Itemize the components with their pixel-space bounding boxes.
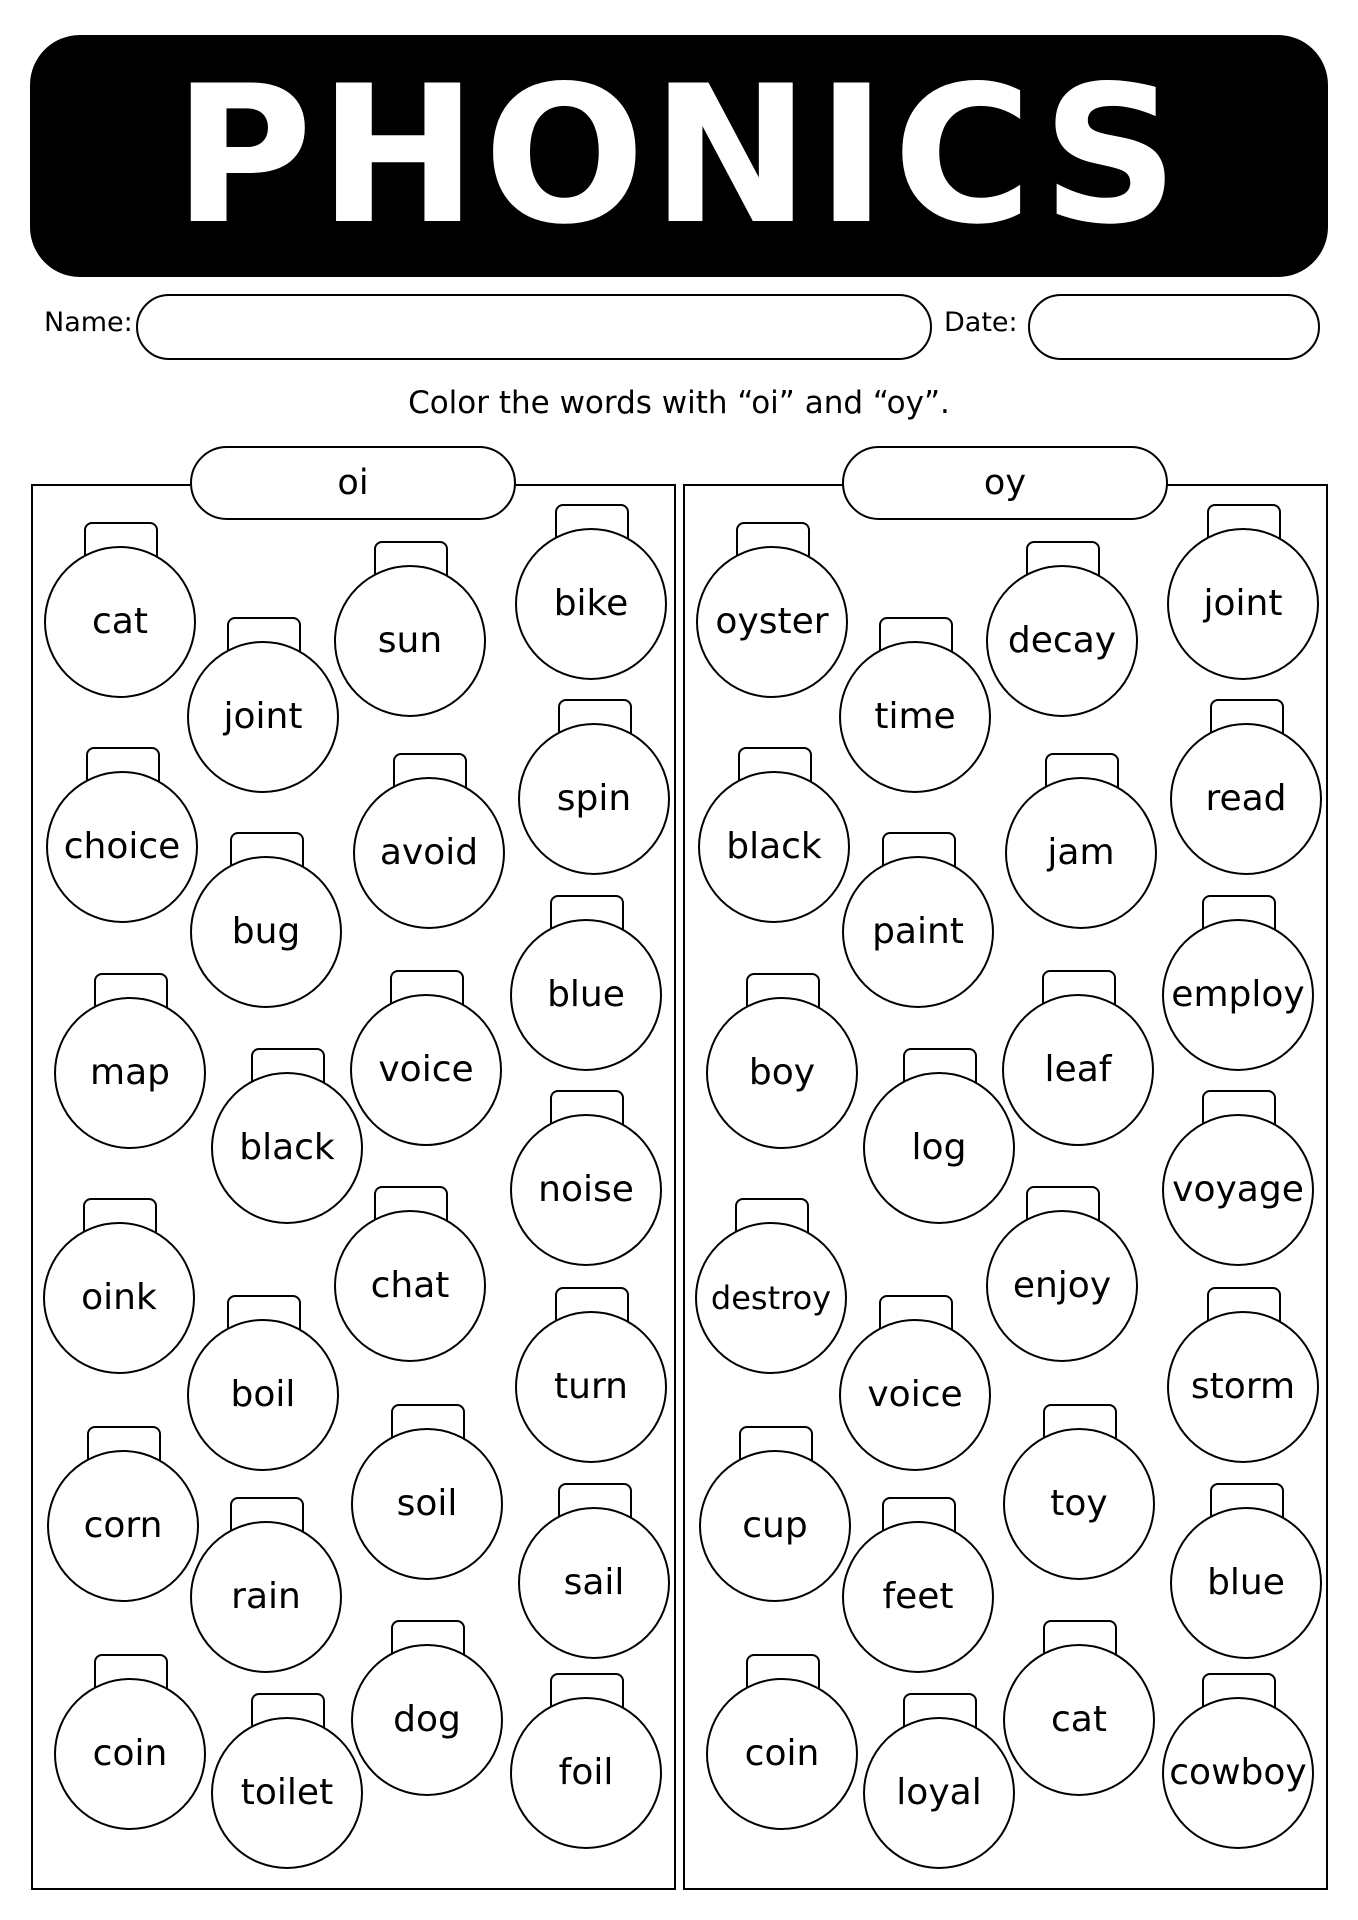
ornament-ball[interactable] xyxy=(211,1717,363,1869)
word-ornament[interactable] xyxy=(353,753,503,926)
word-label: blue xyxy=(1207,1562,1285,1603)
ornament-ball[interactable] xyxy=(1170,1507,1322,1659)
word-ornament[interactable] xyxy=(187,617,337,790)
word-label: paint xyxy=(872,911,964,952)
word-ornament[interactable] xyxy=(1170,699,1320,872)
word-ornament[interactable] xyxy=(54,1654,204,1827)
word-label: sun xyxy=(377,620,443,661)
word-label: joint xyxy=(223,696,303,737)
word-ornament[interactable] xyxy=(510,895,660,1068)
name-label: Name: xyxy=(44,307,133,338)
panel-oi-label: oi xyxy=(337,463,369,503)
ornament-ball[interactable] xyxy=(353,777,505,929)
ornament-ball[interactable] xyxy=(842,1521,994,1673)
ornament-ball[interactable] xyxy=(986,565,1138,717)
word-label: enjoy xyxy=(1012,1265,1112,1306)
word-ornament[interactable] xyxy=(190,1497,340,1670)
word-label: bike xyxy=(553,583,629,624)
word-ornament[interactable] xyxy=(334,541,484,714)
ornament-ball[interactable] xyxy=(842,856,994,1008)
ornament-ball[interactable] xyxy=(46,771,198,923)
ornament-ball[interactable] xyxy=(515,528,667,680)
ornament-ball[interactable] xyxy=(510,1114,662,1266)
word-label: voice xyxy=(867,1374,963,1415)
word-ornament[interactable] xyxy=(842,832,992,1005)
word-label: destroy xyxy=(710,1279,832,1317)
ornament-ball[interactable] xyxy=(350,994,502,1146)
word-label: toilet xyxy=(240,1772,334,1813)
word-ornament[interactable] xyxy=(1162,1673,1312,1846)
ornament-ball[interactable] xyxy=(515,1311,667,1463)
word-ornament[interactable] xyxy=(699,1426,849,1599)
word-label: avoid xyxy=(379,832,479,873)
word-ornament[interactable] xyxy=(695,1198,845,1371)
ornament-ball[interactable] xyxy=(699,1450,851,1602)
word-ornament[interactable] xyxy=(839,617,989,790)
ornament-ball[interactable] xyxy=(334,1210,486,1362)
ornament-ball[interactable] xyxy=(190,856,342,1008)
word-label: toy xyxy=(1050,1483,1108,1524)
ornament-ball[interactable] xyxy=(1167,1311,1319,1463)
word-ornament[interactable] xyxy=(44,522,194,695)
word-label: cowboy xyxy=(1169,1752,1307,1793)
date-field[interactable] xyxy=(1028,294,1320,360)
page-title: PHONICS xyxy=(173,45,1185,266)
ornament-ball[interactable] xyxy=(1162,1114,1314,1266)
word-ornament[interactable] xyxy=(1003,1404,1153,1577)
word-ornament[interactable] xyxy=(510,1673,660,1846)
ornament-ball[interactable] xyxy=(187,641,339,793)
word-label: dog xyxy=(393,1699,461,1740)
word-label: black xyxy=(239,1127,335,1168)
word-label: oink xyxy=(81,1277,157,1318)
word-ornament[interactable] xyxy=(54,973,204,1146)
word-label: turn xyxy=(554,1366,628,1407)
ornament-ball[interactable] xyxy=(839,641,991,793)
panel-oy-label: oy xyxy=(983,463,1027,503)
word-label: coin xyxy=(92,1733,168,1774)
word-ornament[interactable] xyxy=(1162,895,1312,1068)
word-ornament[interactable] xyxy=(351,1404,501,1577)
word-label: jam xyxy=(1047,832,1115,873)
word-label: noise xyxy=(538,1169,634,1210)
panel-oi-tab xyxy=(190,446,516,520)
word-label: sail xyxy=(563,1562,625,1603)
word-label: blue xyxy=(547,974,625,1015)
word-label: map xyxy=(90,1052,170,1093)
word-ornament[interactable] xyxy=(839,1295,989,1468)
word-ornament[interactable] xyxy=(46,747,196,920)
word-label: foil xyxy=(558,1752,614,1793)
word-ornament[interactable] xyxy=(518,699,668,872)
word-label: cat xyxy=(1051,1699,1107,1740)
ornament-ball[interactable] xyxy=(1162,1697,1314,1849)
ornament-ball[interactable] xyxy=(518,1507,670,1659)
ornament-ball[interactable] xyxy=(510,1697,662,1849)
word-ornament[interactable] xyxy=(515,1287,665,1460)
word-label: cup xyxy=(742,1505,808,1546)
word-label: joint xyxy=(1203,583,1283,624)
ornament-ball[interactable] xyxy=(518,723,670,875)
word-label: feet xyxy=(882,1576,954,1617)
word-ornament[interactable] xyxy=(211,1693,361,1866)
word-label: oyster xyxy=(715,601,829,642)
ornament-ball[interactable] xyxy=(334,565,486,717)
word-label: cat xyxy=(92,601,148,642)
ornament-ball[interactable] xyxy=(54,997,206,1149)
word-ornament[interactable] xyxy=(986,1186,1136,1359)
ornament-ball[interactable] xyxy=(698,771,850,923)
ornament-ball[interactable] xyxy=(695,1222,847,1374)
word-label: bug xyxy=(231,911,301,952)
word-label: voyage xyxy=(1172,1169,1304,1210)
word-label: corn xyxy=(83,1505,163,1546)
word-ornament[interactable] xyxy=(43,1198,193,1371)
word-ornament[interactable] xyxy=(1170,1483,1320,1656)
word-label: storm xyxy=(1190,1366,1296,1407)
ornament-ball[interactable] xyxy=(1003,1644,1155,1796)
word-label: chat xyxy=(370,1265,450,1306)
ornament-ball[interactable] xyxy=(187,1319,339,1471)
ornament-ball[interactable] xyxy=(863,1717,1015,1869)
word-ornament[interactable] xyxy=(510,1090,660,1263)
word-label: employ xyxy=(1171,974,1305,1015)
word-label: rain xyxy=(231,1576,301,1617)
ornament-ball[interactable] xyxy=(706,997,858,1149)
word-ornament[interactable] xyxy=(1005,753,1155,926)
word-ornament[interactable] xyxy=(334,1186,484,1359)
word-label: black xyxy=(726,826,822,867)
word-label: decay xyxy=(1007,620,1117,661)
word-ornament[interactable] xyxy=(863,1693,1013,1866)
word-ornament[interactable] xyxy=(350,970,500,1143)
word-label: soil xyxy=(396,1483,458,1524)
name-field[interactable] xyxy=(136,294,932,360)
word-ornament[interactable] xyxy=(518,1483,668,1656)
word-ornament[interactable] xyxy=(842,1497,992,1670)
ornament-ball[interactable] xyxy=(351,1428,503,1580)
word-label: time xyxy=(874,696,956,737)
word-ornament[interactable] xyxy=(190,832,340,1005)
word-label: log xyxy=(911,1127,967,1168)
ornament-ball[interactable] xyxy=(510,919,662,1071)
ornament-ball[interactable] xyxy=(1002,994,1154,1146)
word-ornament[interactable] xyxy=(1162,1090,1312,1263)
ornament-ball[interactable] xyxy=(1005,777,1157,929)
word-ornament[interactable] xyxy=(698,747,848,920)
word-label: leaf xyxy=(1044,1049,1112,1090)
title-banner xyxy=(30,35,1328,277)
word-ornament[interactable] xyxy=(1167,1287,1317,1460)
ornament-ball[interactable] xyxy=(1167,528,1319,680)
ornament-ball[interactable] xyxy=(44,546,196,698)
ornament-ball[interactable] xyxy=(1170,723,1322,875)
word-label: spin xyxy=(556,778,632,819)
panel-oy-tab xyxy=(842,446,1168,520)
word-ornament[interactable] xyxy=(986,541,1136,714)
word-ornament[interactable] xyxy=(187,1295,337,1468)
instruction-text: Color the words with “oi” and “oy”. xyxy=(408,385,950,421)
word-ornament[interactable] xyxy=(1002,970,1152,1143)
word-ornament[interactable] xyxy=(706,1654,856,1827)
word-label: coin xyxy=(744,1733,820,1774)
ornament-ball[interactable] xyxy=(706,1678,858,1830)
date-label: Date: xyxy=(944,307,1018,338)
word-ornament[interactable] xyxy=(515,504,665,677)
word-label: loyal xyxy=(896,1772,982,1813)
ornament-ball[interactable] xyxy=(839,1319,991,1471)
word-ornament[interactable] xyxy=(696,522,846,695)
ornament-ball[interactable] xyxy=(986,1210,1138,1362)
word-ornament[interactable] xyxy=(47,1426,197,1599)
word-label: boy xyxy=(748,1052,816,1093)
word-ornament[interactable] xyxy=(706,973,856,1146)
word-ornament[interactable] xyxy=(1003,1620,1153,1793)
ornament-ball[interactable] xyxy=(1162,919,1314,1071)
ornament-ball[interactable] xyxy=(351,1644,503,1796)
word-ornament[interactable] xyxy=(1167,504,1317,677)
ornament-ball[interactable] xyxy=(43,1222,195,1374)
ornament-ball[interactable] xyxy=(54,1678,206,1830)
word-label: boil xyxy=(230,1374,296,1415)
word-label: voice xyxy=(378,1049,474,1090)
ornament-ball[interactable] xyxy=(1003,1428,1155,1580)
ornament-ball[interactable] xyxy=(47,1450,199,1602)
ornament-ball[interactable] xyxy=(696,546,848,698)
ornament-ball[interactable] xyxy=(190,1521,342,1673)
word-label: choice xyxy=(63,826,181,867)
word-label: read xyxy=(1205,778,1287,819)
word-ornament[interactable] xyxy=(351,1620,501,1793)
